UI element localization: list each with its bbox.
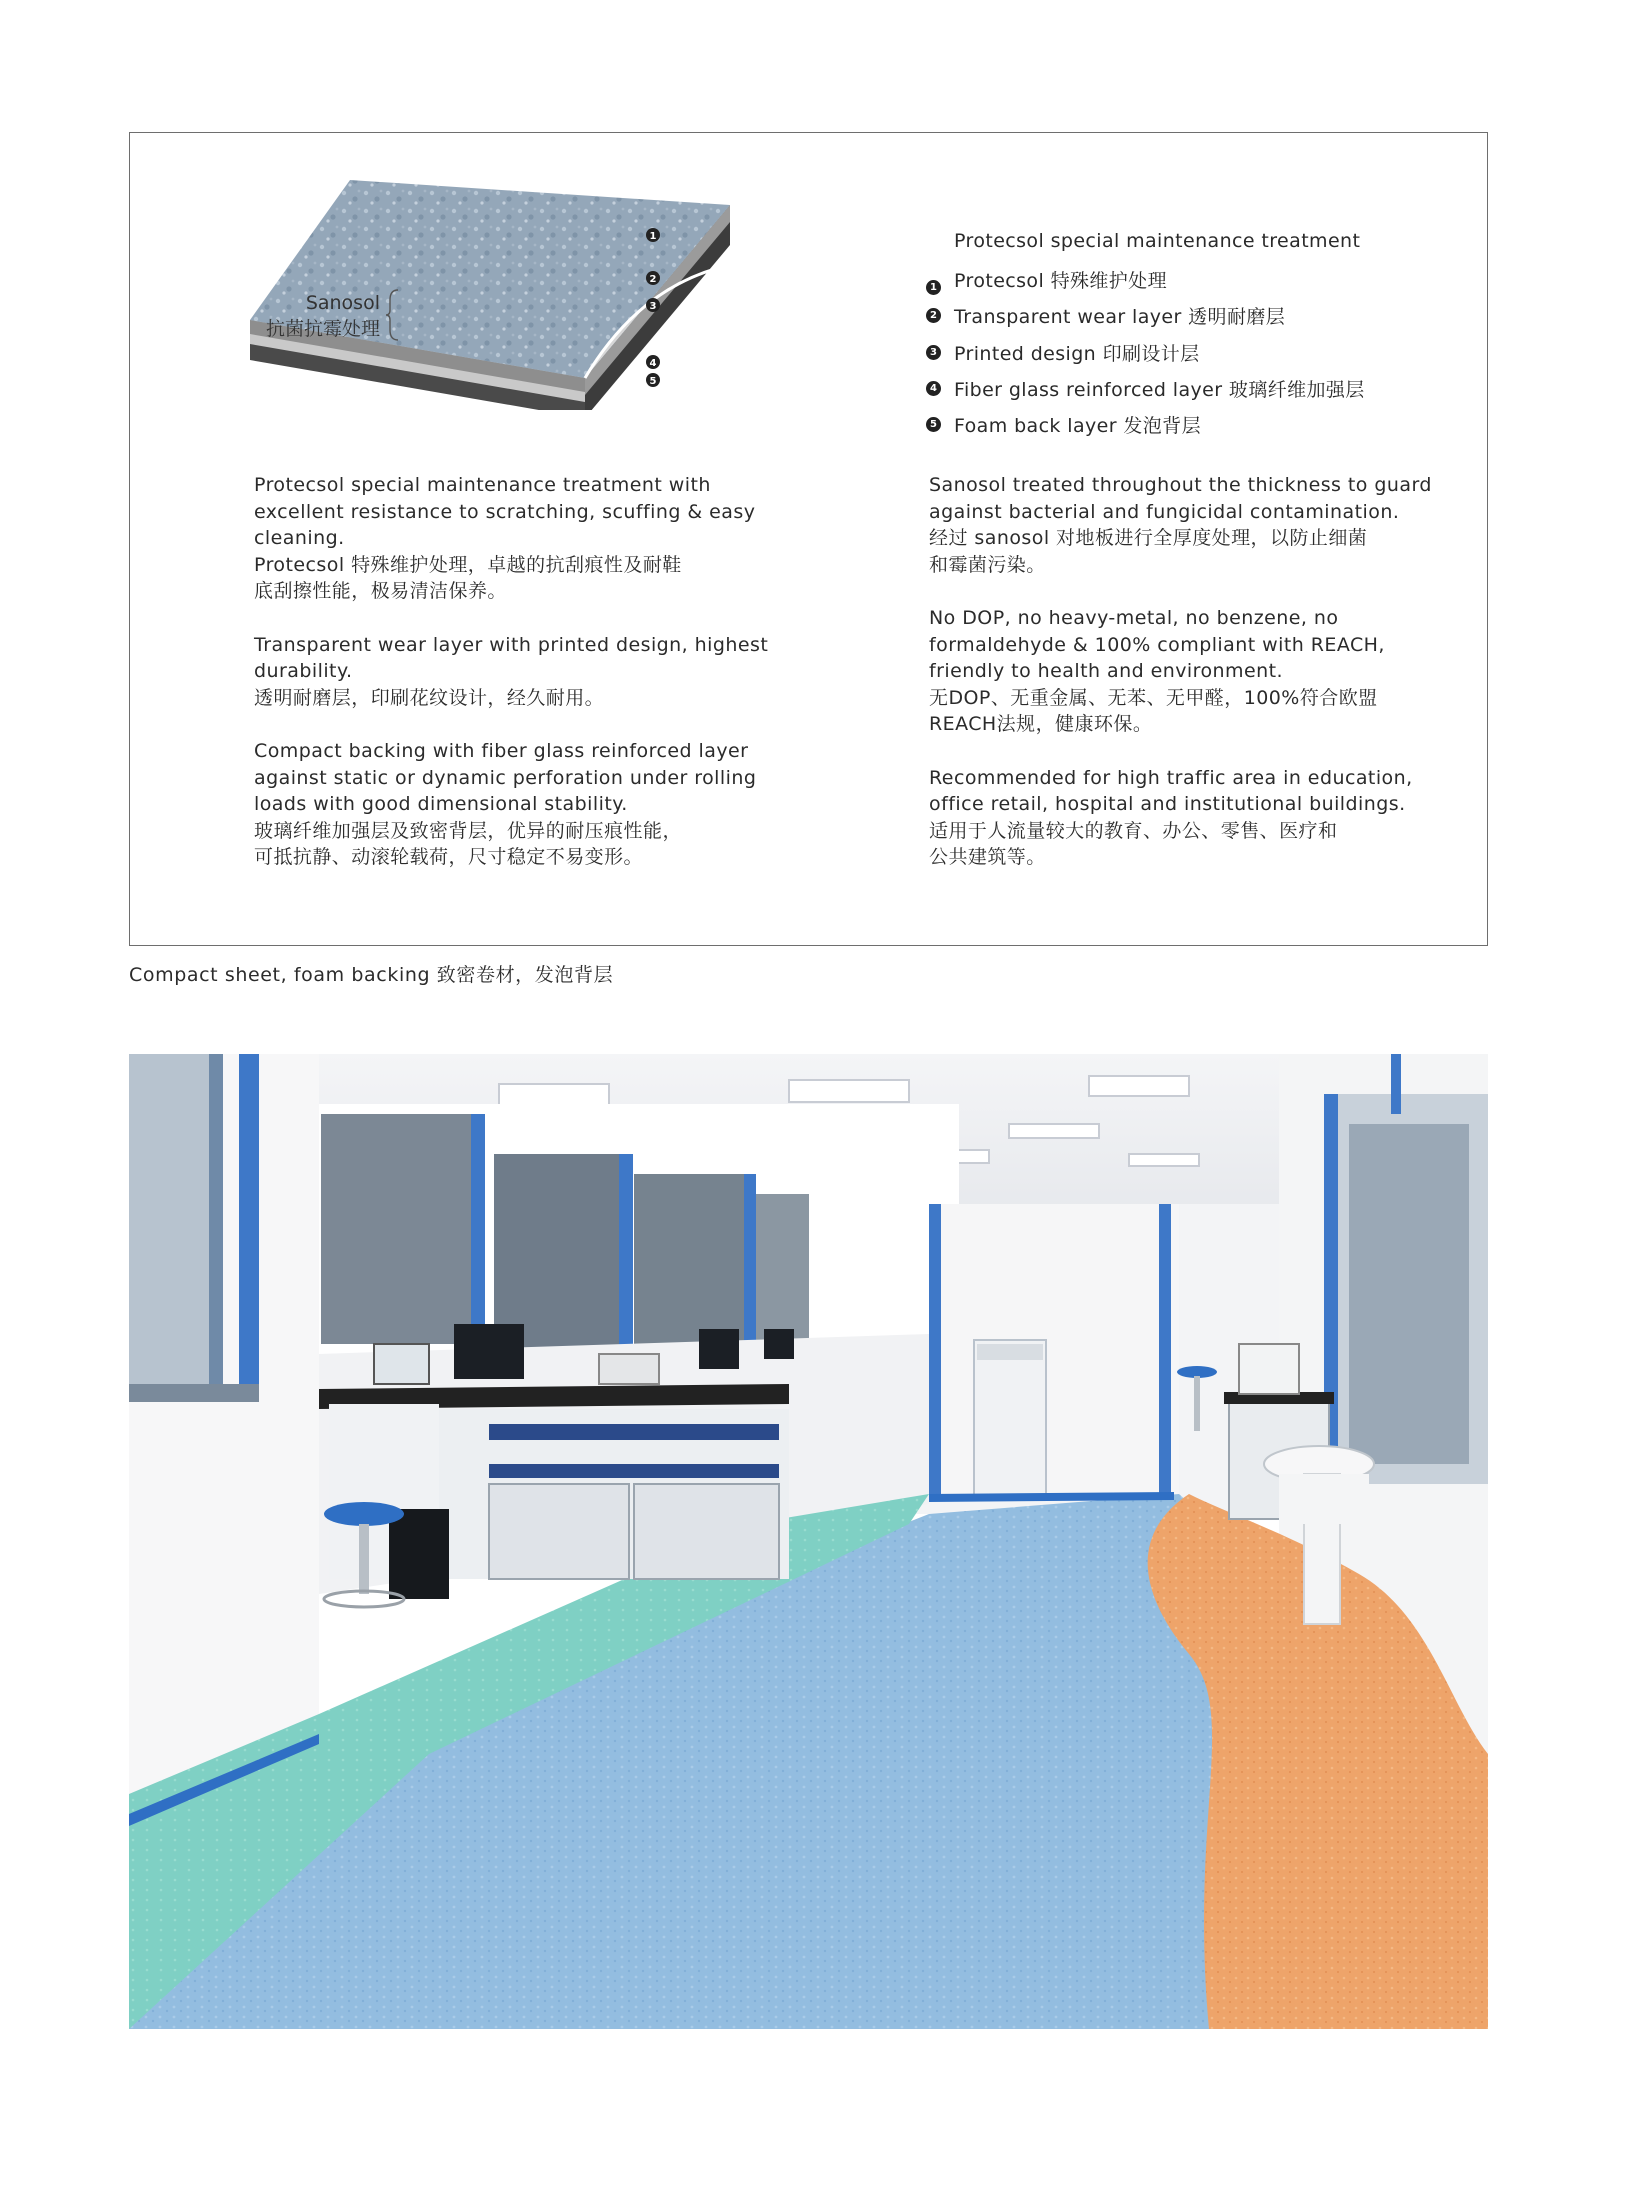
right-p1-line3: 经过 sanosol 对地板进行全厚度处理，以防止细菌 [929, 527, 1368, 550]
legend-item-5-row [926, 411, 1201, 438]
legend-bullet-2-icon: 2 [926, 308, 941, 323]
right-p3-line1: Recommended for high traffic area in education, [929, 766, 1413, 789]
left-p1-line2: excellent resistance to scratching, scuffing & easy [254, 500, 756, 523]
right-p3-line4: 公共建筑等。 [929, 846, 1046, 869]
lab-interior-photo [129, 1054, 1488, 2029]
product-caption: Compact sheet, foam backing 致密卷材，发泡背层 [129, 964, 614, 986]
marker-2-label: 2 [649, 274, 657, 285]
legend-item-2: Transparent wear layer 透明耐磨层 [954, 306, 1286, 328]
legend-item-1-en-row [926, 230, 1360, 252]
legend-bullet-3-icon: 3 [926, 345, 941, 360]
right-p1-line2: against bacterial and fungicidal contamination. [929, 500, 1400, 523]
right-p2-line5: REACH法规，健康环保。 [929, 713, 1153, 736]
left-p3-line1: Compact backing with fiber glass reinforced layer [254, 739, 749, 762]
left-p2-line3: 透明耐磨层，印刷花纹设计，经久耐用。 [254, 686, 605, 709]
legend-item-1-cn: Protecsol 特殊维护处理 [954, 270, 1167, 292]
right-p2-line3: friendly to health and environment. [929, 660, 1284, 683]
right-p1-line4: 和霉菌污染。 [929, 553, 1046, 576]
legend-item-3-row [926, 339, 1200, 366]
legend-item-1-en: Protecsol special maintenance treatment [954, 230, 1361, 252]
sanosol-label-en: Sanosol [305, 292, 380, 314]
right-description [929, 472, 1449, 871]
right-p1-line1: Sanosol treated throughout the thickness to guard [929, 474, 1432, 496]
legend-bullet-1-icon: 1 [926, 280, 941, 295]
marker-4-label: 4 [649, 358, 657, 369]
left-p3-line3: loads with good dimensional stability. [254, 793, 628, 816]
left-p3-line2: against static or dynamic perforation under rolling [254, 766, 757, 789]
left-p1-line4: Protecsol 特殊维护处理，卓越的抗刮痕性及耐鞋 [254, 553, 682, 576]
right-p2-line4: 无DOP、无重金属、无苯、无甲醛，100%符合欧盟 [929, 686, 1378, 709]
marker-1-label: 1 [649, 231, 657, 242]
sanosol-label-cn: 抗菌抗霉处理 [265, 318, 380, 340]
right-p3-line3: 适用于人流量较大的教育、办公、零售、医疗和 [929, 819, 1338, 842]
marker-3-label: 3 [649, 301, 657, 312]
legend-bullet-4-icon: 4 [926, 381, 941, 396]
legend-item-4: Fiber glass reinforced layer 玻璃纤维加强层 [954, 379, 1365, 401]
legend-item-4-row [926, 375, 1365, 402]
left-p1-line1: Protecsol special maintenance treatment with [254, 474, 711, 496]
sanosol-label [230, 290, 380, 342]
legend-item-3: Printed design 印刷设计层 [954, 343, 1200, 365]
marker-5-label: 5 [649, 376, 657, 387]
left-p1-line5: 底刮擦性能，极易清洁保养。 [254, 580, 507, 603]
sanosol-bracket [386, 288, 400, 342]
legend-item-1-cn-row [926, 266, 1167, 293]
left-p3-line5: 可抵抗静、动滚轮载荷，尺寸稳定不易变形。 [254, 846, 644, 869]
legend-item-2-row [926, 302, 1285, 329]
left-description [254, 472, 774, 871]
left-p1-line3: cleaning. [254, 527, 345, 550]
right-p2-line2: formaldehyde & 100% compliant with REACH, [929, 633, 1385, 656]
left-p3-line4: 玻璃纤维加强层及致密背层，优异的耐压痕性能， [254, 819, 682, 842]
legend-item-5: Foam back layer 发泡背层 [954, 415, 1201, 437]
right-p3-line2: office retail, hospital and institutional buildings. [929, 793, 1406, 816]
legend-bullet-5-icon: 5 [926, 417, 941, 432]
left-p2-line1: Transparent wear layer with printed design, highest [254, 633, 769, 656]
right-p2-line1: No DOP, no heavy-metal, no benzene, no [929, 606, 1339, 629]
left-p2-line2: durability. [254, 660, 353, 683]
